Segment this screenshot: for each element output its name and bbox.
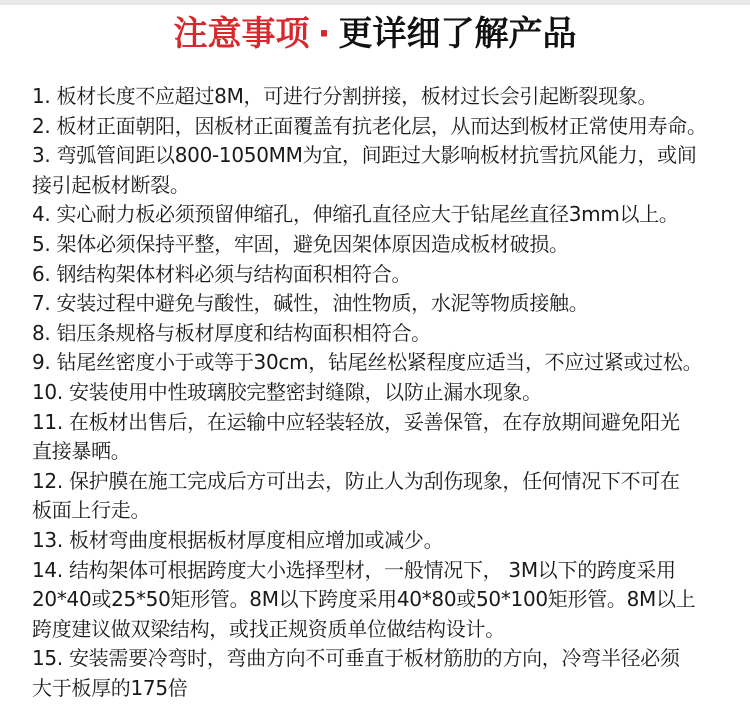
notice-item: [32, 112, 750, 142]
notice-item: [32, 348, 750, 378]
notice-item-line: 1. 板材长度不应超过8M，可进行分割拼接，板材过长会引起断裂现象。: [32, 84, 658, 108]
notice-item-line: 8. 铝压条规格与板材厚度和结构面积相符合。: [32, 320, 431, 345]
title-subtitle: 更详细了解产品: [338, 14, 577, 54]
notice-item-line: 跨度建议做双梁结构，或找正规资质单位做结构设计。: [32, 616, 505, 641]
notice-item-line: 板面上行走。: [32, 498, 151, 523]
notice-item: [32, 408, 750, 467]
notice-item-line: 13. 板材弯曲度根据板材厚度相应增加或减少。: [32, 527, 444, 552]
notice-item-line: 直接暴晒。: [32, 439, 131, 464]
notice-item-line: 10. 安装使用中性玻璃胶完整密封缝隙，以防止漏水现象。: [32, 379, 542, 404]
title-highlight: 注意事项: [173, 14, 310, 54]
notice-item-line: 5. 架体必须保持平整，牢固，避免因架体原因造成板材破损。: [32, 231, 569, 256]
notice-item: [32, 230, 750, 260]
notice-item-line: 2. 板材正面朝阳，因板材正面覆盖有抗老化层，从而达到板材正常使用寿命。: [32, 113, 707, 138]
notice-item-line: 15. 安装需要冷弯时，弯曲方向不可垂直于板材筋肋的方向，冷弯半径必须: [32, 646, 680, 671]
notice-item-line: 7. 安装过程中避免与酸性，碱性，油性物质，水泥等物质接触。: [32, 291, 589, 316]
notice-list: [32, 82, 750, 703]
notice-item: [32, 141, 750, 200]
notice-item-line: 接引起板材断裂。: [32, 172, 190, 197]
notice-item-line: 12. 保护膜在施工完成后方可出去，防止人为刮伤现象，任何情况下不可在: [32, 468, 680, 493]
notice-item: [32, 556, 750, 645]
title-separator: ·: [317, 14, 331, 54]
notice-item: [32, 378, 750, 408]
notice-item: [32, 644, 750, 703]
notice-item-line: 20*40或25*50矩形管。8M以下跨度采用40*80或50*100矩形管。8M以上: [32, 587, 696, 612]
notice-item-line: 3. 弯弧管间距以800-1050MM为宜，间距过大影响板材抗雪抗风能力，或间: [32, 143, 697, 168]
top-divider-bar: [0, 0, 750, 5]
notice-item: [32, 200, 750, 230]
notice-item: [32, 526, 750, 556]
notice-item-line: 9. 钻尾丝密度小于或等于30cm，钻尾丝松紧程度应适当，不应过紧或过松。: [32, 350, 703, 375]
notice-item-line: 14. 结构架体可根据跨度大小选择型材，一般情况下， 3M以下的跨度采用: [32, 557, 676, 582]
notice-item: [32, 467, 750, 526]
notice-item: [32, 289, 750, 319]
notice-item-line: 4. 实心耐力板必须预留伸缩孔，伸缩孔直径应大于钻尾丝直径3mm以上。: [32, 202, 679, 227]
notice-item: [32, 260, 750, 290]
notice-item-line: 11. 在板材出售后，在运输中应轻装轻放，妥善保管，在存放期间避免阳光: [32, 409, 680, 434]
page-title: [0, 12, 750, 56]
notice-item: [32, 319, 750, 349]
notice-item: [32, 82, 750, 112]
notice-item-line: 6. 钢结构架体材料必须与结构面积相符合。: [32, 261, 412, 286]
notice-item-line: 大于板厚的175倍: [32, 675, 188, 700]
